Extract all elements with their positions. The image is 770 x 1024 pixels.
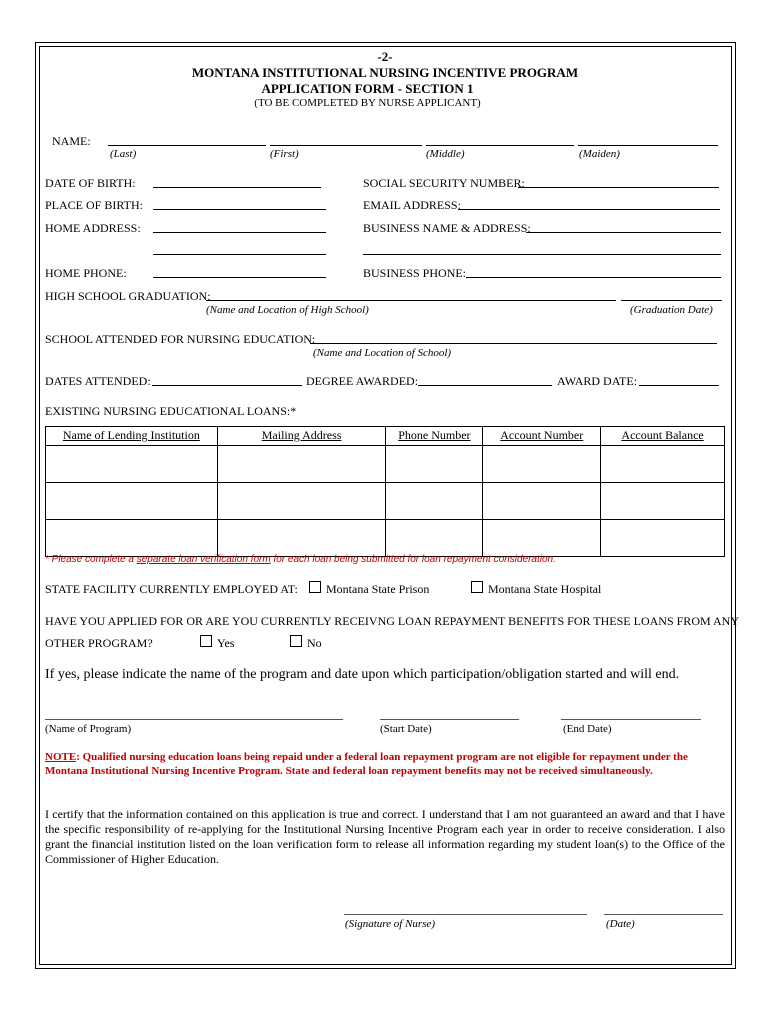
loan-note	[45, 555, 556, 565]
nursing-school-field[interactable]	[310, 343, 717, 344]
yes-label: Yes	[217, 636, 235, 650]
ssn-field[interactable]	[518, 187, 719, 188]
home-address-field-2[interactable]	[153, 254, 326, 255]
hs-date-hint: (Graduation Date)	[630, 304, 713, 316]
degree-awarded-label: DEGREE AWARDED:	[306, 374, 419, 388]
business-phone-field[interactable]	[466, 277, 721, 278]
maiden-hint: (Maiden)	[579, 148, 620, 160]
col-lending-institution: Name of Lending Institution	[46, 427, 218, 446]
table-cell[interactable]	[386, 446, 483, 483]
business-address-field-2[interactable]	[363, 254, 721, 255]
loan-note-suffix: for each loan being submitted for loan repayment consideration.	[270, 554, 556, 565]
table-row	[46, 483, 725, 520]
loans-heading: EXISTING NURSING EDUCATIONAL LOANS:*	[45, 404, 297, 418]
end-date-hint: (End Date)	[563, 723, 612, 735]
dob-field[interactable]	[153, 187, 321, 188]
form-subtitle: APPLICATION FORM - SECTION 1	[261, 81, 474, 96]
table-cell[interactable]	[386, 520, 483, 557]
other-program-question-2: OTHER PROGRAM?	[45, 636, 153, 650]
federal-note	[45, 750, 725, 778]
loans-header-row	[46, 427, 725, 446]
table-cell[interactable]	[217, 483, 386, 520]
hospital-checkbox[interactable]	[471, 581, 483, 593]
page-number: -2-	[377, 49, 393, 64]
nursing-school-hint: (Name and Location of School)	[313, 347, 452, 359]
table-cell[interactable]	[386, 483, 483, 520]
home-address-field-1[interactable]	[153, 232, 326, 233]
award-date-label: AWARD DATE:	[557, 374, 638, 388]
table-cell[interactable]	[483, 483, 601, 520]
home-phone-field[interactable]	[153, 277, 326, 278]
pob-field[interactable]	[153, 209, 326, 210]
email-label: EMAIL ADDRESS:	[363, 198, 461, 212]
form-title: MONTANA INSTITUTIONAL NURSING INCENTIVE PROGRAM	[191, 65, 579, 80]
maiden-name-field[interactable]	[578, 145, 718, 146]
nursing-school-label: SCHOOL ATTENDED FOR NURSING EDUCATION:	[45, 332, 316, 346]
dates-attended-label: DATES ATTENDED:	[45, 374, 151, 388]
col-phone-number: Phone Number	[386, 427, 483, 446]
dob-label: DATE OF BIRTH:	[45, 176, 136, 190]
prison-checkbox[interactable]	[309, 581, 321, 593]
table-cell[interactable]	[217, 446, 386, 483]
home-address-label: HOME ADDRESS:	[45, 221, 141, 235]
middle-name-field[interactable]	[426, 145, 574, 146]
email-field[interactable]	[458, 209, 720, 210]
first-hint: (First)	[270, 148, 299, 160]
middle-hint: (Middle)	[426, 148, 465, 160]
table-row	[46, 446, 725, 483]
business-address-label: BUSINESS NAME & ADDRESS:	[363, 221, 531, 235]
last-hint: (Last)	[110, 148, 137, 160]
program-name-field[interactable]	[45, 719, 343, 720]
degree-awarded-field[interactable]	[418, 385, 552, 386]
table-cell[interactable]	[217, 520, 386, 557]
table-cell[interactable]	[483, 520, 601, 557]
table-cell[interactable]	[483, 446, 601, 483]
table-cell[interactable]	[46, 446, 218, 483]
business-address-field-1[interactable]	[526, 232, 721, 233]
table-cell[interactable]	[46, 520, 218, 557]
name-label: NAME:	[52, 134, 91, 148]
last-name-field[interactable]	[108, 145, 266, 146]
yes-checkbox[interactable]	[200, 635, 212, 647]
note-label: NOTE	[45, 751, 77, 763]
prison-label: Montana State Prison	[326, 582, 430, 596]
table-cell[interactable]	[601, 520, 725, 557]
facility-label: STATE FACILITY CURRENTLY EMPLOYED AT:	[45, 582, 298, 596]
col-account-number: Account Number	[483, 427, 601, 446]
loan-verification-link[interactable]: separate loan verification form	[136, 554, 271, 565]
hospital-label: Montana State Hospital	[488, 582, 602, 596]
end-date-field[interactable]	[561, 719, 701, 720]
signature-field[interactable]	[344, 914, 587, 915]
hs-name-field[interactable]	[206, 300, 616, 301]
home-phone-label: HOME PHONE:	[45, 266, 127, 280]
loan-note-prefix: * Please complete a	[45, 554, 137, 565]
form-instruction: (TO BE COMPLETED BY NURSE APPLICANT)	[254, 97, 481, 109]
signature-date-hint: (Date)	[606, 918, 635, 930]
start-date-hint: (Start Date)	[380, 723, 432, 735]
certification-text: I certify that the information contained on this application is true and correct. I understand that I am not guaranteed an award and that I have the specific responsibility of re-applying for the Institutional Nursing Incentive Program each year in order to receive consideration. I also grant the financial institution listed on the loan verification form to release all information regarding my student loan(s) to the Office of the Commissioner of Higher Education.	[45, 807, 725, 866]
loans-table	[45, 426, 725, 557]
ssn-label: SOCIAL SECURITY NUMBER:	[363, 176, 525, 190]
award-date-field[interactable]	[639, 385, 719, 386]
hs-grad-label: HIGH SCHOOL GRADUATION:	[45, 289, 211, 303]
start-date-field[interactable]	[380, 719, 519, 720]
hs-name-hint: (Name and Location of High School)	[206, 304, 369, 316]
table-cell[interactable]	[601, 483, 725, 520]
business-phone-label: BUSINESS PHONE:	[363, 266, 467, 280]
col-mailing-address: Mailing Address	[217, 427, 386, 446]
if-yes-instruction: If yes, please indicate the name of the program and date upon which participation/obligation started and will end.	[45, 667, 680, 682]
table-cell[interactable]	[46, 483, 218, 520]
first-name-field[interactable]	[270, 145, 422, 146]
col-account-balance: Account Balance	[601, 427, 725, 446]
signature-date-field[interactable]	[604, 914, 723, 915]
note-text: : Qualified nursing education loans being repaid under a federal loan repayment program are not eligible for repayment under the Montana Institutional Nursing Incentive Program. State and federal loan repayment benefits may not be received simultaneously.	[45, 751, 688, 777]
no-label: No	[307, 636, 322, 650]
no-checkbox[interactable]	[290, 635, 302, 647]
table-cell[interactable]	[601, 446, 725, 483]
hs-date-field[interactable]	[621, 300, 722, 301]
signature-hint: (Signature of Nurse)	[345, 918, 436, 930]
other-program-question: HAVE YOU APPLIED FOR OR ARE YOU CURRENTLY RECEIVNG LOAN REPAYMENT BENEFITS FOR THESE LOANS FROM ANY	[45, 614, 739, 628]
table-row	[46, 520, 725, 557]
dates-attended-field[interactable]	[152, 385, 302, 386]
pob-label: PLACE OF BIRTH:	[45, 198, 143, 212]
program-name-hint: (Name of Program)	[45, 723, 132, 735]
